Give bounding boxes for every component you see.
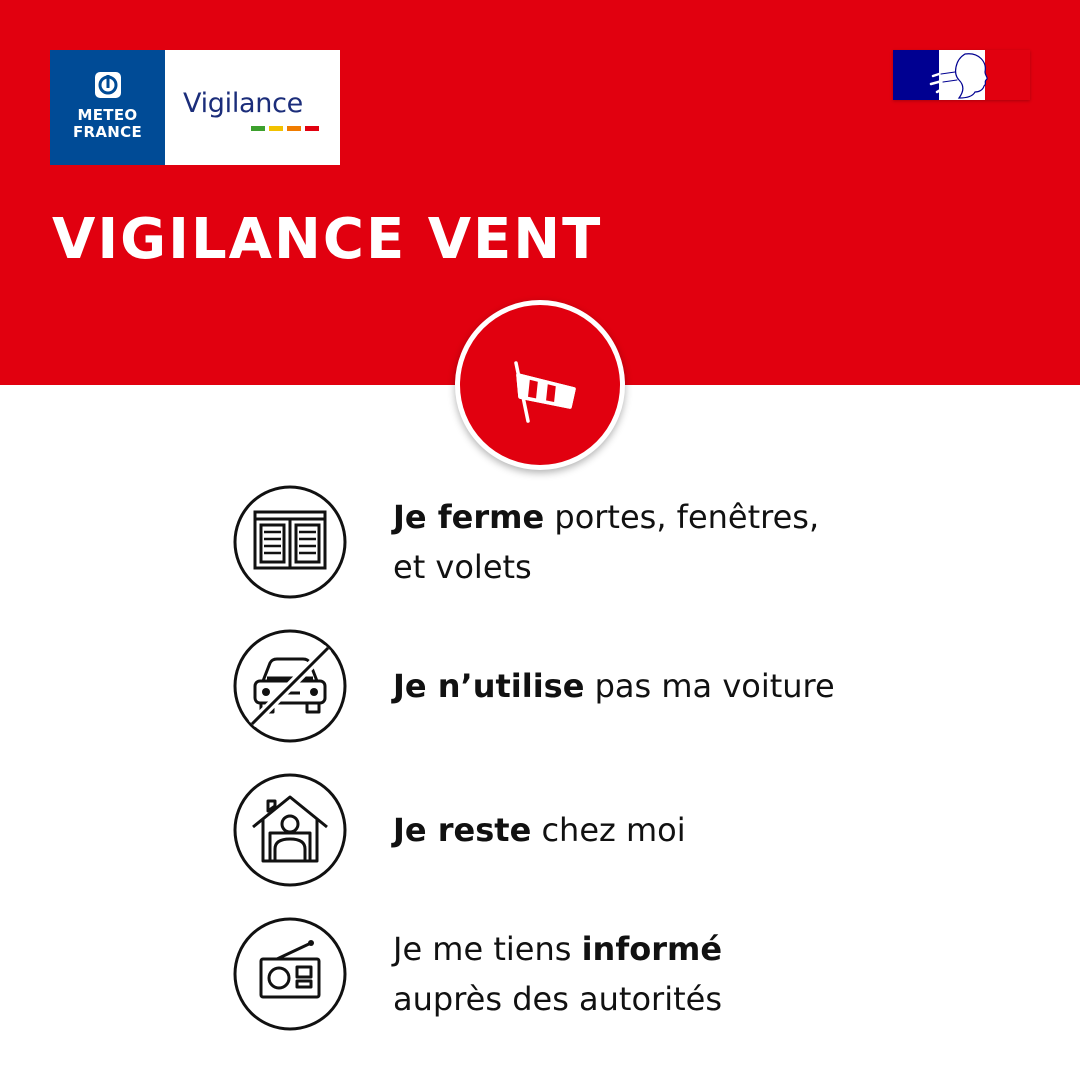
page-title: VIGILANCE VENT xyxy=(52,207,603,272)
advice-text xyxy=(393,917,953,1031)
vigilance-color-bars xyxy=(251,126,319,131)
windsock-icon xyxy=(490,335,590,435)
advice-rest: chez moi xyxy=(531,811,686,849)
republique-francaise-flag-icon xyxy=(893,50,1030,100)
advice-rest: pas ma voiture xyxy=(584,667,835,705)
advice-bold: informé xyxy=(581,930,723,968)
meteo-france-logo xyxy=(50,50,165,165)
advice-line2: auprès des autorités xyxy=(393,980,722,1018)
vigilance-red-bar xyxy=(305,126,319,131)
meteo-france-vigilance-logo xyxy=(50,50,340,165)
advice-item-no-car xyxy=(233,629,973,743)
vigilance-orange-bar xyxy=(287,126,301,131)
advice-line2: et volets xyxy=(393,548,532,586)
no-car-icon xyxy=(233,629,347,743)
windsock-badge xyxy=(455,300,625,470)
advice-text xyxy=(393,629,953,743)
shutters-icon xyxy=(233,485,347,599)
advice-bold: Je reste xyxy=(393,811,532,849)
radio-icon xyxy=(233,917,347,1031)
france-word: FRANCE xyxy=(72,123,142,141)
vigilance-green-bar xyxy=(251,126,265,131)
advice-text xyxy=(393,773,953,887)
advice-bold: Je n’utilise xyxy=(393,667,585,705)
house-person-icon xyxy=(233,773,347,887)
advice-item-stay-informed xyxy=(233,917,973,1031)
meteo-word: METEO xyxy=(77,106,138,124)
advice-item-close-shutters xyxy=(233,485,973,599)
advice-text xyxy=(393,485,953,599)
vigilance-wordmark: Vigilance xyxy=(183,88,303,119)
vigilance-yellow-bar xyxy=(269,126,283,131)
advice-item-stay-home xyxy=(233,773,973,887)
meteo-france-emblem-icon xyxy=(93,70,123,100)
advice-rest: portes, fenêtres, xyxy=(544,498,820,536)
advice-bold: Je ferme xyxy=(393,498,545,536)
advice-pre: Je me tiens xyxy=(393,930,582,968)
